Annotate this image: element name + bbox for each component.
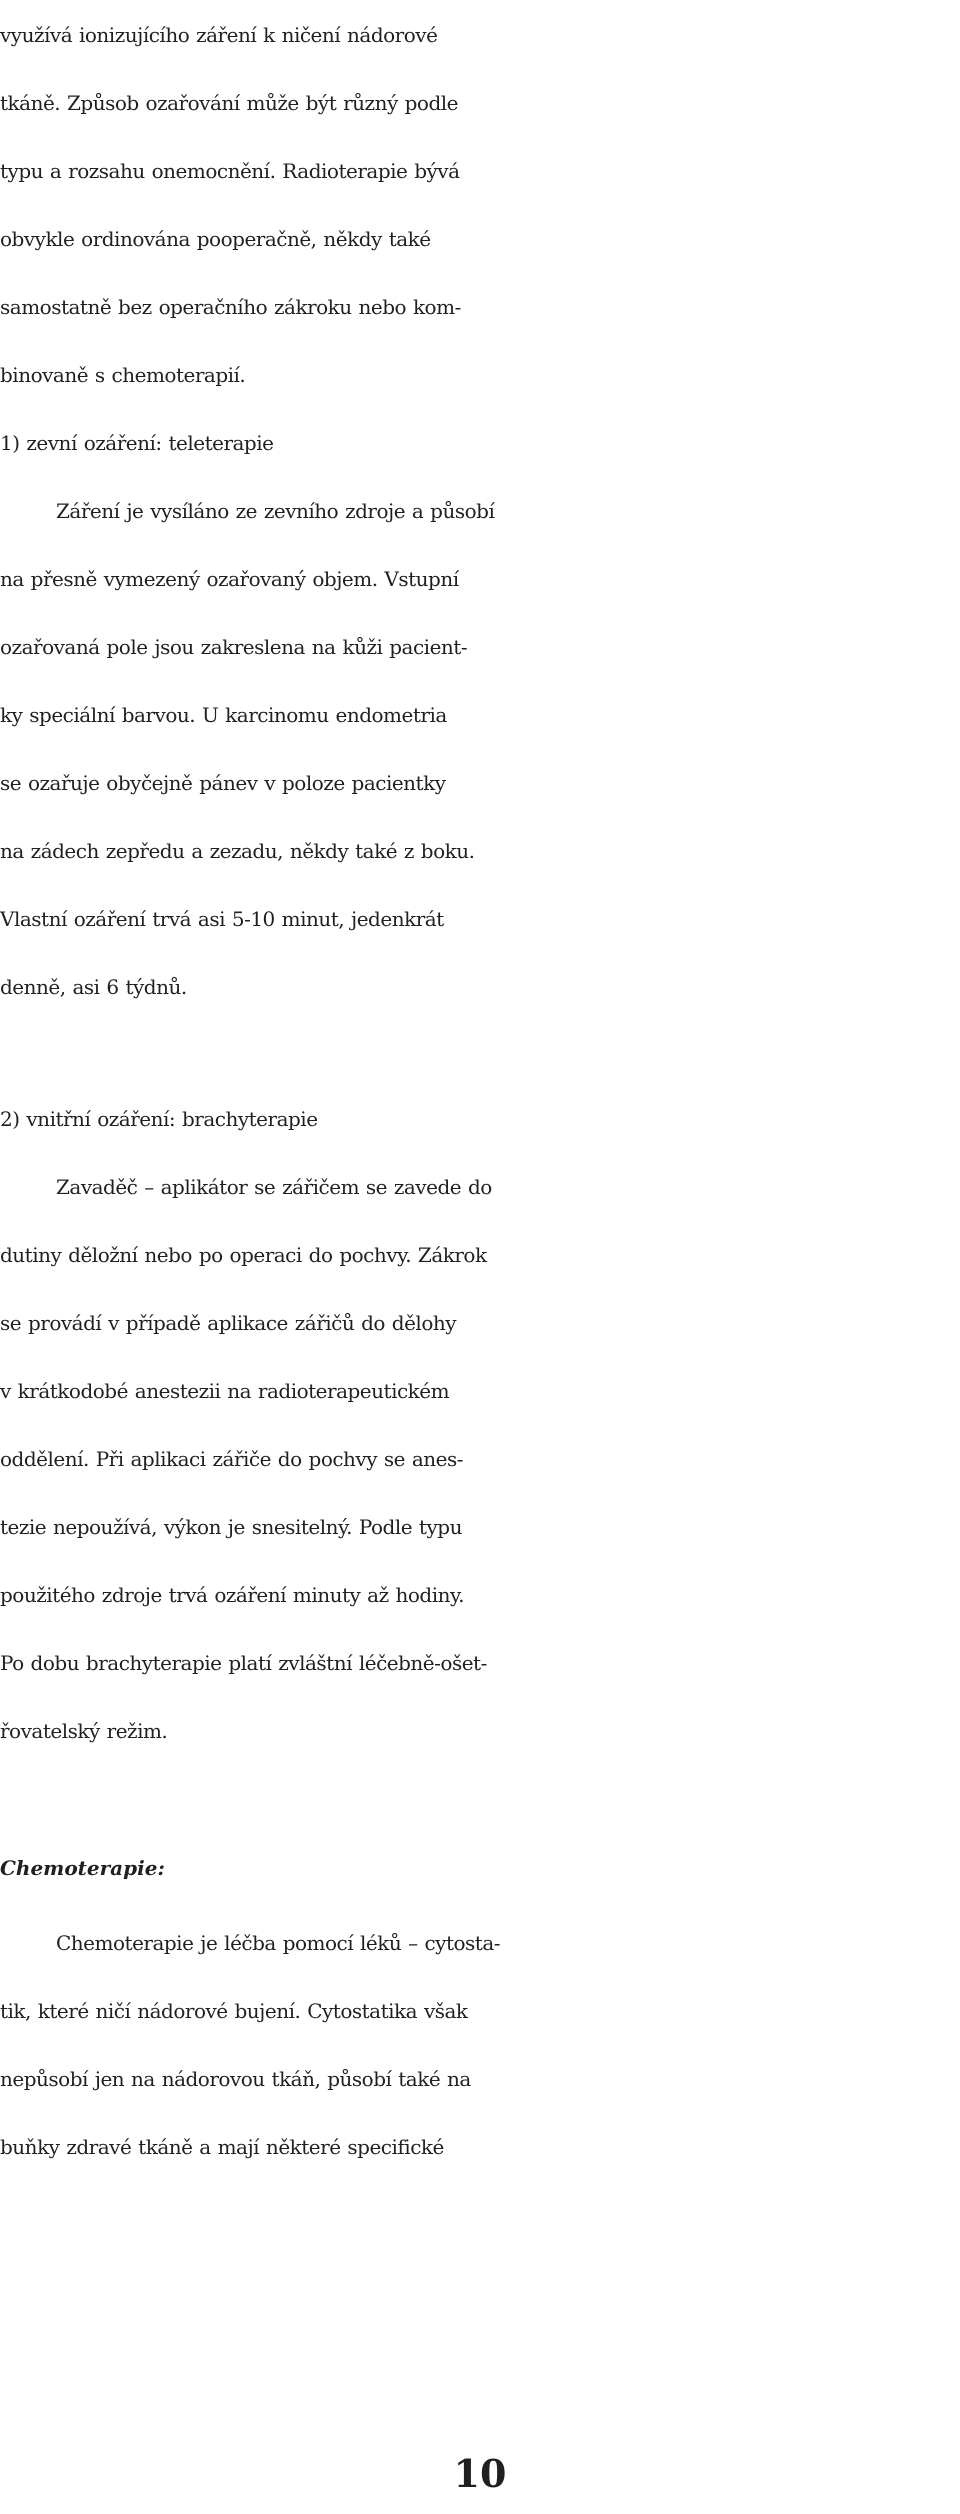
text-line: Zavaděč – aplikátor se zářičem se zavede do [56, 1175, 492, 1199]
text-line: samostatně bez operačního zákroku nebo kom- [0, 295, 461, 319]
text-line: tkáně. Způsob ozařování může být různý podle [0, 91, 458, 115]
text-line: tezie nepoužívá, výkon je snesitelný. Podle typu [0, 1515, 462, 1539]
text-line: obvykle ordinována pooperačně, někdy také [0, 227, 431, 251]
text-line: nepůsobí jen na nádorovou tkáň, působí také na [0, 2067, 471, 2091]
text-line: binovaně s chemoterapií. [0, 363, 246, 387]
text-line: na zádech zepředu a zezadu, někdy také z boku. [0, 839, 475, 863]
section-heading-chemotherapy: Chemoterapie: [0, 1856, 165, 1880]
text-line: denně, asi 6 týdnů. [0, 975, 187, 999]
text-line: se ozařuje obyčejně pánev v poloze pacientky [0, 771, 446, 795]
text-line: typu a rozsahu onemocnění. Radioterapie bývá [0, 159, 460, 183]
text-line: použitého zdroje trvá ozáření minuty až hodiny. [0, 1583, 464, 1607]
text-line: buňky zdravé tkáně a mají některé specifické [0, 2135, 444, 2159]
text-line: v krátkodobé anestezii na radioterapeutickém [0, 1379, 450, 1403]
text-line: na přesně vymezený ozařovaný objem. Vstupní [0, 567, 459, 591]
section-title-internal: 2) vnitřní ozáření: brachyterapie [0, 1107, 318, 1131]
text-line: využívá ionizujícího záření k ničení nádorové [0, 23, 438, 47]
text-line: Po dobu brachyterapie platí zvláštní léčebně-ošet- [0, 1651, 487, 1675]
text-line: Chemoterapie je léčba pomocí léků – cytosta- [56, 1931, 500, 1955]
text-line: oddělení. Při aplikaci zářiče do pochvy se anes- [0, 1447, 464, 1471]
text-line: řovatelský režim. [0, 1719, 168, 1743]
section-title-external: 1) zevní ozáření: teleterapie [0, 431, 274, 455]
text-line: se provádí v případě aplikace zářičů do dělohy [0, 1311, 457, 1335]
text-line: ky speciální barvou. U karcinomu endometria [0, 703, 447, 727]
text-line: tik, které ničí nádorové bujení. Cytostatika však [0, 1999, 468, 2023]
text-line: dutiny děložní nebo po operaci do pochvy. Zákrok [0, 1243, 487, 1267]
text-line: Záření je vysíláno ze zevního zdroje a působí [56, 499, 495, 523]
text-line: Vlastní ozáření trvá asi 5-10 minut, jedenkrát [0, 907, 444, 931]
page-number: 10 [453, 2451, 507, 2496]
text-line: ozařovaná pole jsou zakreslena na kůži pacient- [0, 635, 468, 659]
